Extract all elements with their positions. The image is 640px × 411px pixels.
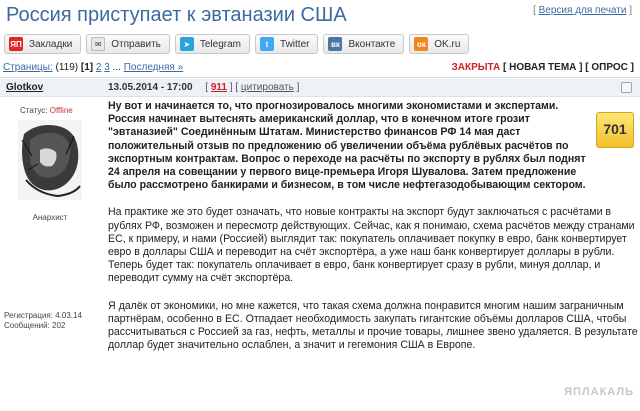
pager-ellipsis: ... xyxy=(112,62,121,73)
pages-label[interactable]: Страницы: xyxy=(3,62,53,73)
page-count: (119) xyxy=(55,62,79,73)
last-page-link[interactable]: Последняя » xyxy=(123,62,184,73)
post-body xyxy=(108,100,638,352)
post-header xyxy=(0,79,640,97)
pagination xyxy=(3,62,183,73)
author-status: Статус: Offline xyxy=(20,106,73,115)
twitter-button[interactable]: t Twitter xyxy=(255,34,318,54)
permalink-icon[interactable] xyxy=(621,82,632,93)
author-rank: Анархист xyxy=(32,213,68,222)
author-name[interactable]: Glotkov xyxy=(6,82,44,93)
post-date: 13.05.2014 - 17:00 xyxy=(108,82,193,93)
print-version: [ Версия для печати ] xyxy=(533,5,632,16)
pager-row xyxy=(0,60,640,76)
print-version-link[interactable]: Версия для печати xyxy=(538,5,627,16)
avatar[interactable] xyxy=(18,120,82,200)
post-number[interactable]: 911 xyxy=(210,82,227,93)
new-topic-link[interactable]: [ НОВАЯ ТЕМА ] xyxy=(503,62,583,73)
page-2-link[interactable]: 2 xyxy=(95,62,102,73)
ok-button[interactable]: ок OK.ru xyxy=(409,34,469,54)
share-bar xyxy=(4,34,469,56)
post-meta: 13.05.2014 - 17:00 [ 911 ] [ цитировать ] xyxy=(108,82,300,93)
message-count: Сообщений: 202 xyxy=(4,321,66,330)
post-paragraph-2: На практике же это будет означать, что новые контракты на экспорт будут заключаться с расчётами в рублях РФ, возможен и пересмотр действующих. Сейчас, как я понимаю, схема расчётов между странами ЕС, к примеру, и нами (Россией) выглядит так: покупатель оплачивает покупку в евро, банк конвертирует евро в доллары США и переводит на счёт экспортёра, а уже наш банк конвертирует доллары в рубли. Теперь будет так: покупатель оплачивает в евро, банк конвертирует сразу в рубли, минуя доллар, и переводит сумму на счёт экспортёра. xyxy=(108,206,635,285)
status-offline: Offline xyxy=(49,106,73,115)
current-page: [1] xyxy=(80,62,94,73)
site-watermark: ЯПЛАКАЛЬ xyxy=(564,386,634,398)
divider xyxy=(0,77,640,78)
twitter-icon: t xyxy=(260,37,274,51)
title-bar xyxy=(0,0,640,30)
send-icon: ✉ xyxy=(91,37,105,51)
telegram-button[interactable]: ➤ Telegram xyxy=(175,34,250,54)
rating-badge[interactable]: 701 xyxy=(596,112,634,148)
poll-link[interactable]: [ ОПРОС ] xyxy=(585,62,634,73)
author-stats xyxy=(0,300,100,340)
page-3-link[interactable]: 3 xyxy=(104,62,110,73)
page-title: Россия приступает к эвтаназии США xyxy=(6,4,347,26)
quote-link[interactable]: цитировать xyxy=(240,82,294,93)
post-lead: Ну вот и начинается то, что прогнозировалось многими экономистами и экспертами. Россия начинает вытеснять американский доллар, что в конечном итоге грозит "эвтаназией" Соединённым Штатам. Министерство финансов РФ 14 мая даст положительный отзыв по предложению об увеличении объёма рублёвых расчётов по экспортным контрактам. Вопрос о переходе на расчёты по экспорту в рублях был поднят 24 апреля на совещании у первого вице-премьера Игоря Шувалова. Затем предложение было рассмотрено банкирами и бизнесом, в том числе нефтегазодобывающим сектором. xyxy=(108,100,586,192)
send-button[interactable]: ✉ Отправить xyxy=(86,34,170,54)
bookmarks-button[interactable]: ЯП Закладки xyxy=(4,34,81,54)
yandex-icon: ЯП xyxy=(9,37,23,51)
post-paragraph-3: Я далёк от экономики, но мне кажется, что такая схема должна понравится многим нашим заграничным партнёрам, особенно в ЕС. Отпадает необходимость закупать гигантские объёмы долларов США, чтобы рассчитываться с Россией за газ, нефть, металлы и прочие товары, лишнее звено удаляется. В результате доллар будет значительно ослаблен, а значит и гегемония США в Европе. xyxy=(108,299,638,352)
ok-icon: ок xyxy=(414,37,428,51)
topic-actions xyxy=(451,62,634,73)
author-sidebar xyxy=(0,98,100,411)
telegram-icon: ➤ xyxy=(180,37,194,51)
vk-button[interactable]: вк Вконтакте xyxy=(323,34,404,54)
vk-icon: вк xyxy=(328,37,342,51)
closed-badge: ЗАКРЫТА xyxy=(451,62,501,73)
registration-date: Регистрация: 4.03.14 xyxy=(4,311,82,320)
